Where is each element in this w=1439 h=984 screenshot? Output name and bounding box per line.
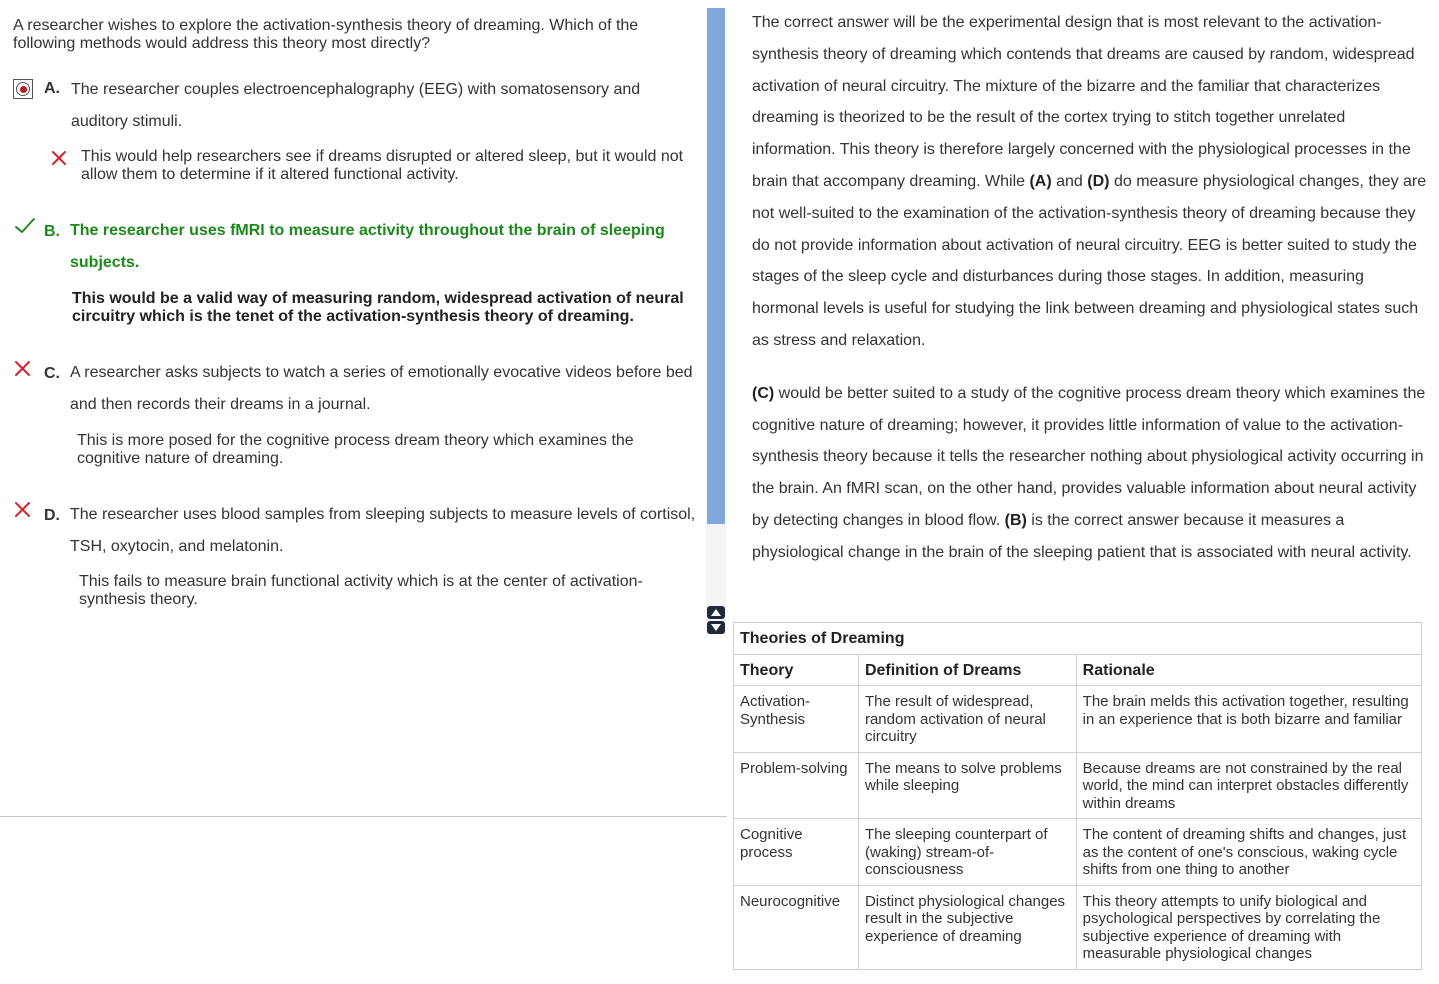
table-row bbox=[734, 885, 1422, 969]
x-mark-icon bbox=[14, 501, 31, 518]
checkmark-icon bbox=[14, 217, 36, 235]
explanation-paragraph-1: The correct answer will be the experimental design that is most relevant to the activation-synthesis theory of dreaming which contends that dreams are caused by random, widespread activation of neural circuitry. The mixture of the bizarre and the familiar that characterizes dreaming is theorized to be the result of the cortex trying to stitch together unrelated information. This theory is therefore largely concerned with the physiological processes in the brain that accompany dreaming. While (A) and (D) do measure physiological changes, they are not well-suited to the examination of the activation-synthesis theory of dreaming because they do not provide information about activation of neural circuitry. EEG is better suited to study the stages of the sleep cycle and disturbances during those stages. In addition, measuring hormonal levels is useful for studying the link between dreaming and physiological states such as stress and relaxation. bbox=[752, 14, 1427, 349]
table-cell: Activation-Synthesis bbox=[734, 686, 859, 753]
table-header: Rationale bbox=[1076, 654, 1421, 686]
x-mark-icon bbox=[51, 150, 67, 166]
theories-table bbox=[733, 622, 1422, 970]
scrollbar-thumb[interactable] bbox=[707, 8, 725, 524]
radio-selected-icon[interactable] bbox=[13, 79, 35, 101]
table-cell: This theory attempts to unify biological and psychological perspectives by correlating the subjective experience of dreaming with measurable physiological changes bbox=[1076, 885, 1421, 969]
choice-b-text: The researcher uses fMRI to measure activity throughout the brain of sleeping subjects. bbox=[70, 222, 665, 271]
choice-c-feedback: This is more posed for the cognitive process dream theory which examines the cognitive nature of dreaming. bbox=[77, 432, 634, 467]
choice-b-letter: B. bbox=[44, 223, 60, 240]
table-row bbox=[734, 752, 1422, 819]
table-cell: Because dreams are not constrained by the real world, the mind can interpret obstacles differently within dreams bbox=[1076, 752, 1421, 819]
choice-d-feedback: This fails to measure brain functional activity which is at the center of activation-synthesis theory. bbox=[79, 573, 643, 608]
choice-a-letter: A. bbox=[44, 80, 60, 97]
table-cell: Cognitive process bbox=[734, 819, 859, 886]
table-cell: Distinct physiological changes result in the subjective experience of dreaming bbox=[858, 885, 1076, 969]
table-cell: The brain melds this activation together, resulting in an experience that is both bizarre and familiar bbox=[1076, 686, 1421, 753]
choice-c-letter: C. bbox=[44, 365, 60, 382]
scrollbar[interactable] bbox=[706, 8, 726, 634]
table-cell: The result of widespread, random activation of neural circuitry bbox=[858, 686, 1076, 753]
choice-a-text: The researcher couples electroencephalography (EEG) with somatosensory and auditory stimuli. bbox=[71, 81, 641, 130]
question-text: A researcher wishes to explore the activation-synthesis theory of dreaming. Which of the following methods would address this theory most directly? bbox=[13, 17, 639, 52]
table-title: Theories of Dreaming bbox=[734, 623, 1422, 655]
table-row bbox=[734, 686, 1422, 753]
empty-area bbox=[0, 817, 727, 984]
table-cell: The sleeping counterpart of (waking) stream-of-consciousness bbox=[858, 819, 1076, 886]
choice-d-letter: D. bbox=[44, 507, 60, 524]
explanation-paragraph-2: (C) would be better suited to a study of the cognitive process dream theory which examines the cognitive nature of dreaming; however, it provides little information of value to the activation-synthesis theory because it tells the researcher nothing about physiological activity occurring in the brain. An fMRI scan, on the other hand, provides valuable information about neural activity by detecting changes in blood flow. (B) is the correct answer because it measures a physiological change in the brain of the sleeping patient that is associated with neural activity. bbox=[752, 384, 1426, 561]
table-header: Definition of Dreams bbox=[858, 654, 1076, 686]
table-cell: The content of dreaming shifts and changes, just as the content of one's conscious, waking cycle shifts from one thing to another bbox=[1076, 819, 1421, 886]
choice-c-text: A researcher asks subjects to watch a series of emotionally evocative videos before bed and then records their dreams in a journal. bbox=[70, 364, 693, 413]
table-row bbox=[734, 819, 1422, 886]
choice-d-text: The researcher uses blood samples from sleeping subjects to measure levels of cortisol, TSH, oxytocin, and melatonin. bbox=[70, 506, 696, 555]
table-cell: Neurocognitive bbox=[734, 885, 859, 969]
explanation-pane bbox=[727, 0, 1439, 984]
table-header: Theory bbox=[734, 654, 859, 686]
choice-b-feedback: This would be a valid way of measuring random, widespread activation of neural circuitry which is the tenet of the activation-synthesis theory of dreaming. bbox=[72, 290, 684, 325]
x-mark-icon bbox=[14, 360, 31, 377]
arrow-down-icon[interactable] bbox=[707, 621, 725, 634]
table-cell: Problem-solving bbox=[734, 752, 859, 819]
choice-a-feedback: This would help researchers see if dreams disrupted or altered sleep, but it would not allow them to determine if it altered functional activity. bbox=[81, 148, 684, 183]
explanation-text bbox=[752, 7, 1432, 569]
table-cell: The means to solve problems while sleeping bbox=[858, 752, 1076, 819]
arrow-up-icon[interactable] bbox=[707, 606, 725, 619]
question-pane bbox=[0, 0, 705, 984]
table-header-row bbox=[734, 654, 1422, 686]
